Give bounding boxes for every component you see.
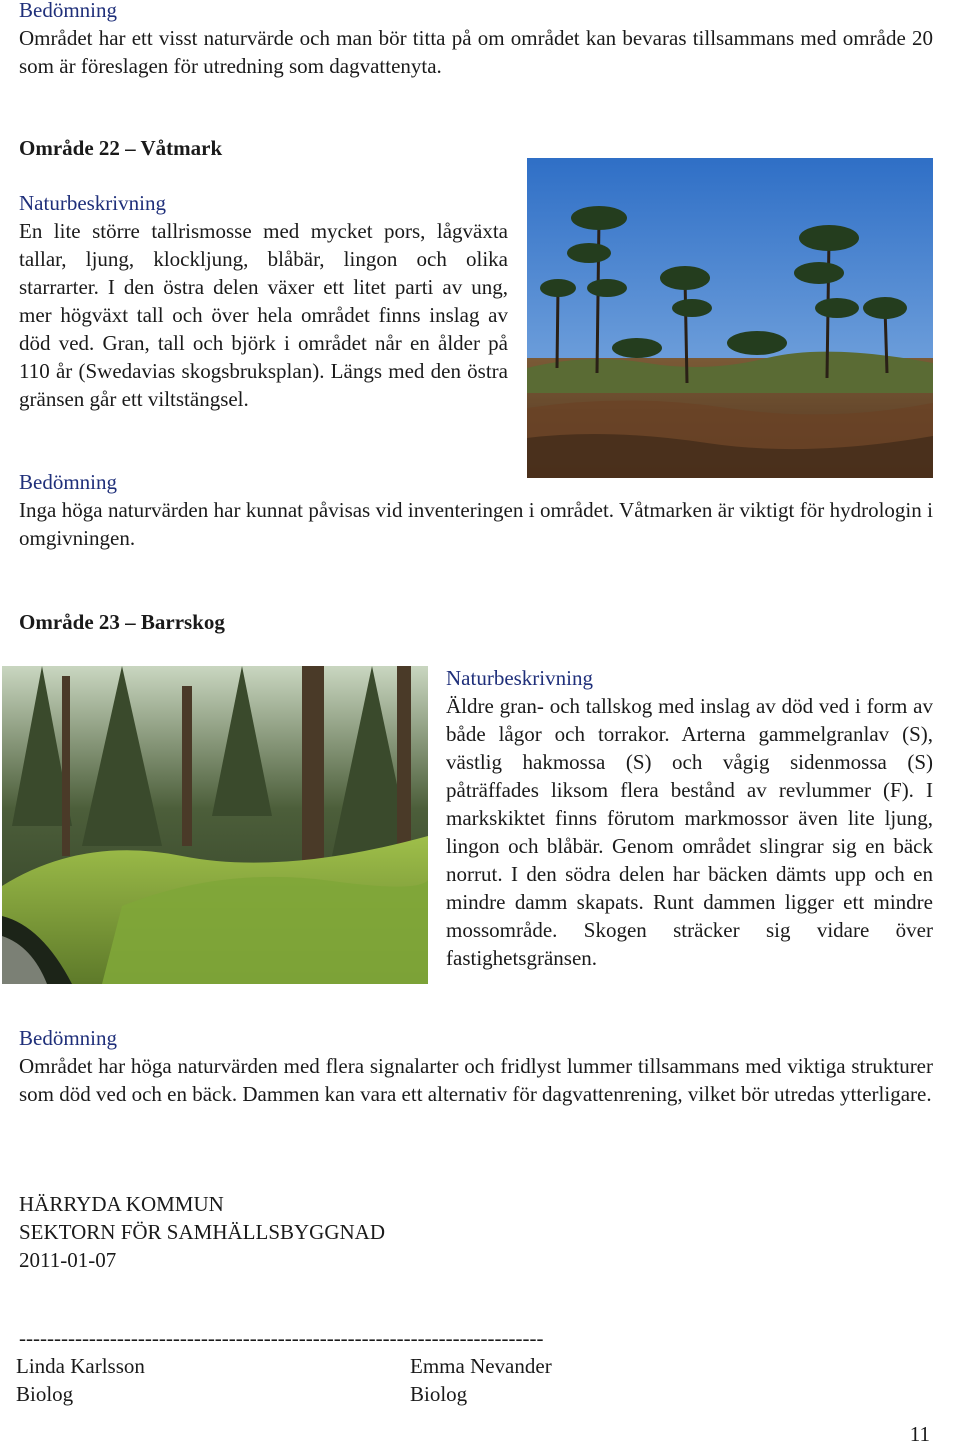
area23-heading: Område 23 – Barrskog: [19, 610, 225, 634]
signature-line: ---------------------------------------------------------------------------: [19, 1326, 544, 1350]
area22-assessment-label: Bedömning: [19, 470, 117, 494]
area22-nature: [19, 189, 508, 413]
top-assessment: [19, 0, 933, 80]
area23-nature-label: Naturbeskrivning: [446, 666, 593, 690]
area22-assessment: [19, 468, 933, 552]
signer-2: [410, 1352, 710, 1408]
top-assessment-text: Området har ett visst naturvärde och man bör titta på om området kan bevaras tillsammans med område 20 som är föreslagen för utredning som dagvattenyta.: [19, 26, 933, 78]
area22-nature-text: En lite större tallrismosse med mycket pors, lågväxta tallar, ljung, klockljung, blåbär, lingon och olika starrarter. I den östra delen växer ett litet parti av ung, mer högväxt tall och över hela området finns inslag av död ved. Gran, tall och björk i området når en ålder på 110 år (Swedavias skogsbruksplan). Längs med den östra gränsen går ett viltstängsel.: [19, 219, 508, 411]
wetland-photo: [527, 158, 933, 478]
signer-1: [16, 1352, 316, 1408]
area22-assessment-text: Inga höga naturvärden har kunnat påvisas vid inventeringen i området. Våtmarken är viktigt för hydrologin i omgivningen.: [19, 498, 933, 550]
document-date: 2011-01-07: [19, 1248, 117, 1272]
area22-heading: Område 22 – Våtmark: [19, 136, 223, 160]
signer-2-title: Biolog: [410, 1382, 468, 1406]
org-name: HÄRRYDA KOMMUN: [19, 1192, 224, 1216]
page-number: 11: [909, 1422, 930, 1446]
area23-assessment-label: Bedömning: [19, 1026, 117, 1050]
area23-assessment: [19, 1024, 933, 1108]
top-assessment-label: Bedömning: [19, 0, 117, 22]
org-block: [19, 1190, 619, 1274]
signer-1-name: Linda Karlsson: [16, 1354, 145, 1378]
org-department: SEKTORN FÖR SAMHÄLLSBYGGNAD: [19, 1220, 385, 1244]
area22-nature-label: Naturbeskrivning: [19, 191, 166, 215]
area23-assessment-text: Området har höga naturvärden med flera signalarter och fridlyst lummer tillsammans med viktiga strukturer som död ved och en bäck. Dammen kan vara ett alternativ för dagvattenrening, vilket bör utredas ytterligare.: [19, 1054, 933, 1106]
area23-nature: [446, 664, 933, 972]
signer-2-name: Emma Nevander: [410, 1354, 552, 1378]
area23-nature-text: Äldre gran- och tallskog med inslag av död ved i form av både lågor och torrakor. Arterna gammelgranlav (S), västlig hakmossa (S) och vågig sidenmossa (S) påträffades liksom flera bestånd av revlummer (F). I markskiktet finns förutom markmossor även lite ljung, lingon och blåbär. Genom området slingrar sig en bäck norrut. I den södra delen har bäcken dämts upp och en mindre damm skapats. Runt dammen ligger ett mindre mossområde. Skogen sträcker sig vidare över fastighetsgränsen.: [446, 694, 933, 970]
signer-1-title: Biolog: [16, 1382, 74, 1406]
forest-photo: [2, 666, 428, 984]
